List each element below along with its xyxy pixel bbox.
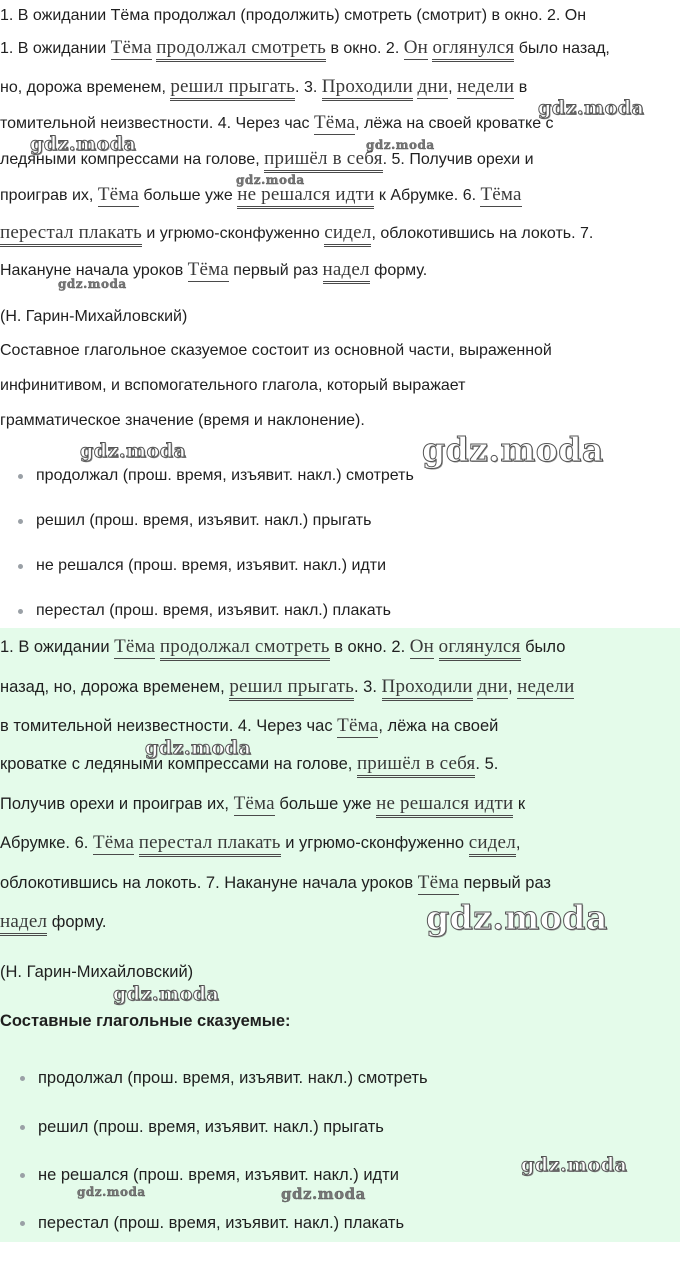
text-segment: первый раз	[458, 874, 551, 892]
text-segment: было назад,	[514, 40, 610, 57]
text-segment: к Абрумке. 6.	[374, 187, 481, 204]
predicate-word: пришёл в себя	[264, 148, 382, 173]
watermark-logo: gdz.moda	[366, 138, 435, 152]
q-line-5	[0, 185, 522, 206]
subject-word: недели	[517, 676, 575, 697]
a-line-6	[0, 833, 520, 853]
bullet-icon	[18, 609, 23, 614]
subject-word: Тёма	[314, 112, 356, 133]
watermark-logo: gdz.moda	[80, 440, 187, 462]
text-segment: ,	[448, 79, 457, 96]
subject-word: Тёма	[97, 184, 139, 205]
a-line-3	[0, 716, 498, 736]
text-segment: было	[520, 638, 566, 656]
q-line-1	[0, 38, 610, 59]
watermark-logo: gdz.moda	[281, 1185, 366, 1203]
subject-word: Он	[403, 37, 429, 58]
text-segment: Абрумке. 6.	[0, 834, 93, 852]
watermark-logo: gdz.moda	[58, 277, 127, 291]
predicate-word: Проходили	[382, 676, 473, 701]
predicate-word: решил прыгать	[229, 676, 354, 701]
predicate-word: сидел	[469, 832, 516, 857]
list-item: продолжал (прош. время, изъявит. накл.) смотреть	[36, 466, 414, 486]
text-segment: к	[513, 795, 526, 813]
predicate-word: надел	[323, 259, 370, 284]
predicate-word: сидел	[324, 222, 371, 247]
watermark-logo: gdz.moda	[30, 133, 137, 155]
subject-word: Тёма	[114, 636, 156, 657]
bullet-icon	[20, 1173, 25, 1178]
text-segment: ледяными компрессами на голове,	[0, 151, 265, 168]
explanation-line-1: Составное глагольное сказуемое состоит из основной части, выраженной	[0, 342, 552, 359]
text-segment: больше уже	[274, 795, 377, 813]
text-segment: и угрюмо-сконфуженно	[141, 225, 325, 242]
answer-author: (Н. Гарин-Михайловский)	[0, 963, 194, 981]
text-segment: кроватке с ледяными компрессами на голове,	[0, 755, 357, 773]
watermark-logo: gdz.moda	[426, 898, 608, 937]
subject-word: Тёма	[187, 259, 229, 280]
subject-word: Тёма	[110, 37, 152, 58]
subject-word: Тёма	[337, 715, 379, 736]
text-segment	[434, 638, 439, 656]
list-item: перестал (прош. время, изъявит. накл.) плакать	[38, 1213, 404, 1233]
watermark-logo: gdz.moda	[77, 1185, 146, 1199]
list-item: не решался (прош. время, изъявит. накл.) идти	[38, 1165, 399, 1185]
q-line-3	[0, 113, 554, 134]
text-segment: 1. В ожидании	[0, 638, 115, 656]
predicate-word: надел	[0, 911, 47, 936]
text-segment: ,	[515, 834, 521, 852]
text-segment: первый раз	[228, 262, 323, 279]
text-segment: . 5. Получив орехи и	[382, 151, 534, 168]
bullet-icon	[18, 474, 23, 479]
predicate-word: не решался идти	[376, 793, 513, 818]
list-item: не решался (прош. время, изъявит. накл.) идти	[36, 556, 386, 576]
text-segment: . 3.	[295, 79, 322, 96]
bullet-icon	[20, 1125, 25, 1130]
watermark-logo: gdz.moda	[521, 1154, 628, 1176]
q-line-2	[0, 77, 527, 98]
explanation-line-3: грамматическое значение (время и наклонение).	[0, 412, 365, 429]
text-segment: в томительной неизвестности. 4. Через час	[0, 717, 338, 735]
subject-word: Тёма	[480, 184, 522, 205]
a-line-1	[0, 637, 565, 657]
text-segment: форму.	[369, 262, 428, 279]
answer-heading: Составные глагольные сказуемые:	[0, 1012, 291, 1030]
predicate-word: не решался идти	[237, 184, 374, 209]
predicate-word: оглянулся	[432, 37, 514, 62]
text-segment: облокотившись на локоть. 7. Накануне начала уроков	[0, 874, 418, 892]
text-segment: Накануне начала уроков	[0, 262, 188, 279]
predicate-word: перестал плакать	[0, 222, 142, 247]
subject-word: Тёма	[417, 872, 459, 893]
bullet-icon	[20, 1076, 25, 1081]
predicate-word: Проходили	[322, 76, 413, 101]
text-segment: в окно. 2.	[326, 40, 404, 57]
a-line-5	[0, 794, 525, 814]
watermark-logo: gdz.moda	[538, 97, 645, 119]
text-segment: и угрюмо-сконфуженно	[280, 834, 469, 852]
watermark-logo: gdz.moda	[145, 737, 252, 759]
a-line-2	[0, 677, 574, 697]
subject-word: дни	[477, 676, 508, 697]
list-item: решил (прош. время, изъявит. накл.) прыгать	[38, 1117, 384, 1137]
subject-word: Тёма	[92, 832, 135, 853]
predicate-word: оглянулся	[439, 636, 521, 661]
text-segment: 1. В ожидании	[0, 40, 111, 57]
text-segment: . 5.	[475, 755, 499, 773]
predicate-word: перестал плакать	[139, 832, 281, 857]
text-segment: томительной неизвестности. 4. Через час	[0, 115, 314, 132]
q-line-6	[0, 223, 593, 244]
bullet-icon	[18, 564, 23, 569]
text-segment: , лёжа на своей кроватке с	[355, 115, 554, 132]
text-segment: проиграв их,	[0, 187, 98, 204]
text-segment: но, дорожа временем,	[0, 79, 171, 96]
text-segment: больше уже	[138, 187, 238, 204]
watermark-logo: gdz.moda	[422, 430, 604, 469]
text-segment: Получив орехи и проиграв их,	[0, 795, 234, 813]
top-cut-line: 1. В ожидании Тёма продолжал (продолжить) смотреть (смотрит) в окно. 2. Он	[0, 7, 587, 24]
predicate-word: пришёл в себя	[357, 753, 475, 778]
subject-word: дни	[417, 76, 449, 97]
list-item: продолжал (прош. время, изъявит. накл.) смотреть	[38, 1068, 428, 1088]
text-segment: , лёжа на своей	[378, 717, 499, 735]
predicate-word: решил прыгать	[170, 76, 295, 101]
text-segment: в	[514, 79, 528, 96]
bullet-icon	[18, 519, 23, 524]
subject-word: недели	[456, 76, 515, 97]
explanation-line-2: инфинитивом, и вспомогательного глагола, который выражает	[0, 377, 466, 394]
text-segment: назад, но, дорожа временем,	[0, 678, 230, 696]
a-line-7	[0, 873, 551, 893]
bullet-icon	[20, 1221, 25, 1226]
question-author: (Н. Гарин-Михайловский)	[0, 308, 188, 325]
list-item: перестал (прош. время, изъявит. накл.) плакать	[36, 601, 391, 621]
list-item: решил (прош. время, изъявит. накл.) прыгать	[36, 511, 371, 531]
a-line-8	[0, 912, 106, 932]
text-segment: ,	[508, 678, 518, 696]
watermark-logo: gdz.moda	[113, 983, 220, 1005]
watermark-logo: gdz.moda	[236, 173, 305, 187]
subject-word: Тёма	[233, 793, 275, 814]
subject-word: Он	[409, 636, 435, 657]
text-segment: в окно. 2.	[329, 638, 410, 656]
predicate-word: продолжал смотреть	[156, 37, 326, 62]
predicate-word: продолжал смотреть	[160, 636, 330, 661]
text-segment: . 3.	[354, 678, 382, 696]
text-segment: форму.	[47, 913, 107, 931]
text-segment: , облокотившись на локоть. 7.	[371, 225, 594, 242]
